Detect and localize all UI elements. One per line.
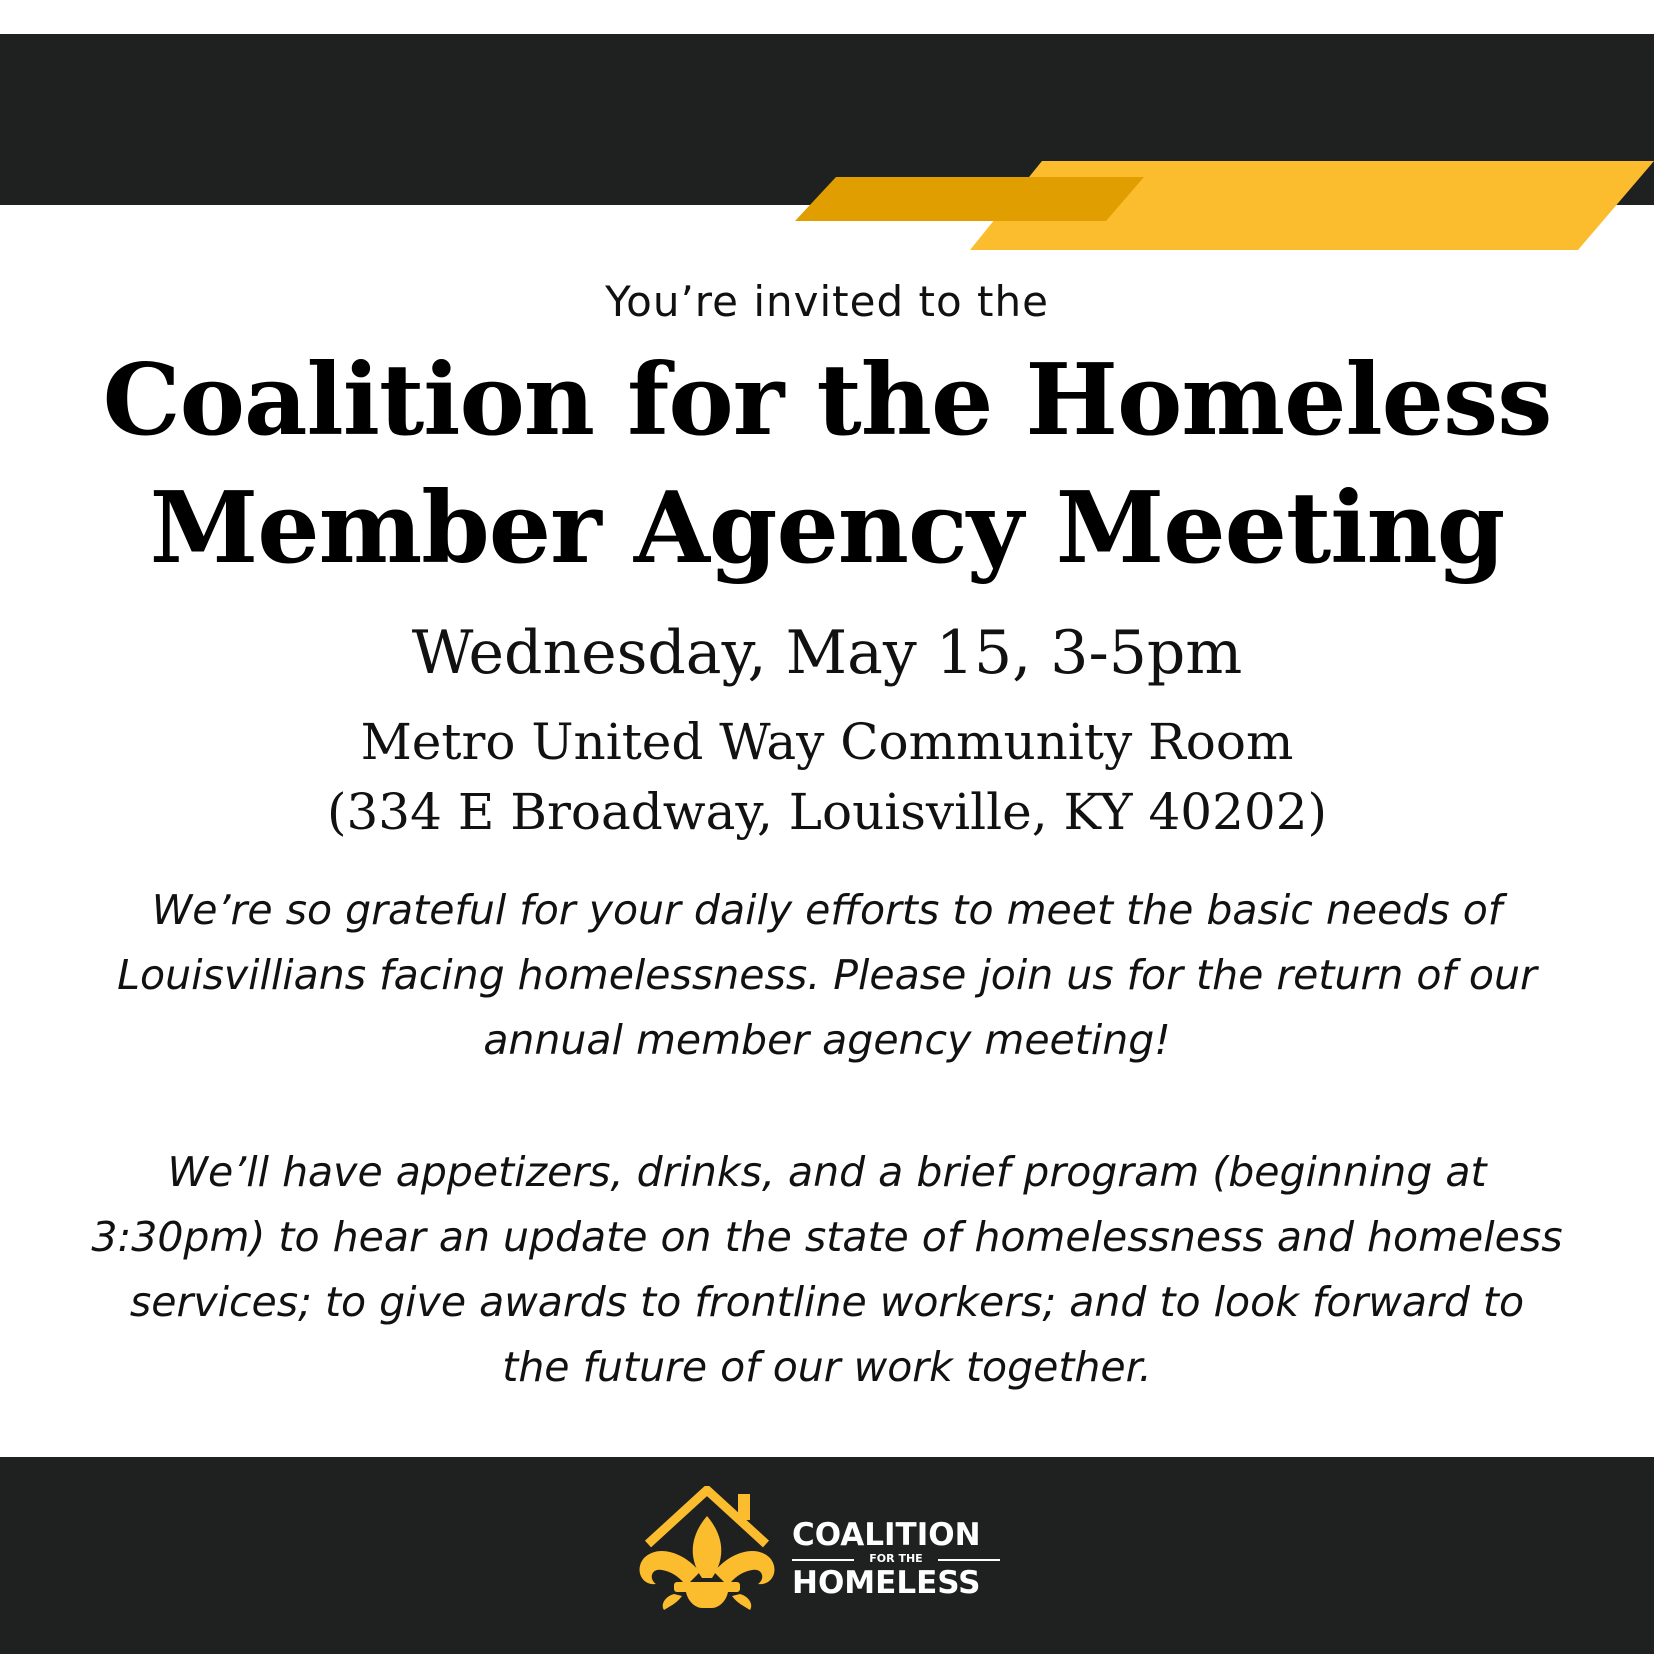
yellow-accent-stripes (0, 0, 1654, 260)
intro-paragraph: We’re so grateful for your daily efforts to meet the basic needs of Louisvillians facing homelessness. Please join us for the return of our annual member agency meeting! (117, 886, 1537, 1064)
venue-address: (334 E Broadway, Louisville, KY 40202) (326, 783, 1328, 841)
event-title-line-1: Coalition for the Homeless (102, 343, 1552, 458)
logo-word-homeless: HOMELESS (792, 1565, 981, 1601)
program-paragraph: We’ll have appetizers, drinks, and a brief program (beginning at 3:30pm) to hear an update on the state of homelessness and homeless services; to give awards to frontline workers; and to look forward to the future of our work together. (91, 1148, 1563, 1391)
event-title-line-2: Member Agency Meeting (149, 471, 1505, 586)
logo-word-for-the: FOR THE (792, 1552, 1000, 1566)
coalition-logo-wordmark (792, 1518, 1022, 1600)
event-date-time: Wednesday, May 15, 3-5pm (411, 618, 1243, 688)
fleur-de-lis-house-icon (626, 1486, 788, 1612)
accent-stripe-small (795, 177, 1144, 221)
invite-line: You’re invited to the (605, 277, 1049, 326)
venue-name: Metro United Way Community Room (360, 713, 1294, 771)
logo-word-coalition: COALITION (792, 1517, 981, 1553)
